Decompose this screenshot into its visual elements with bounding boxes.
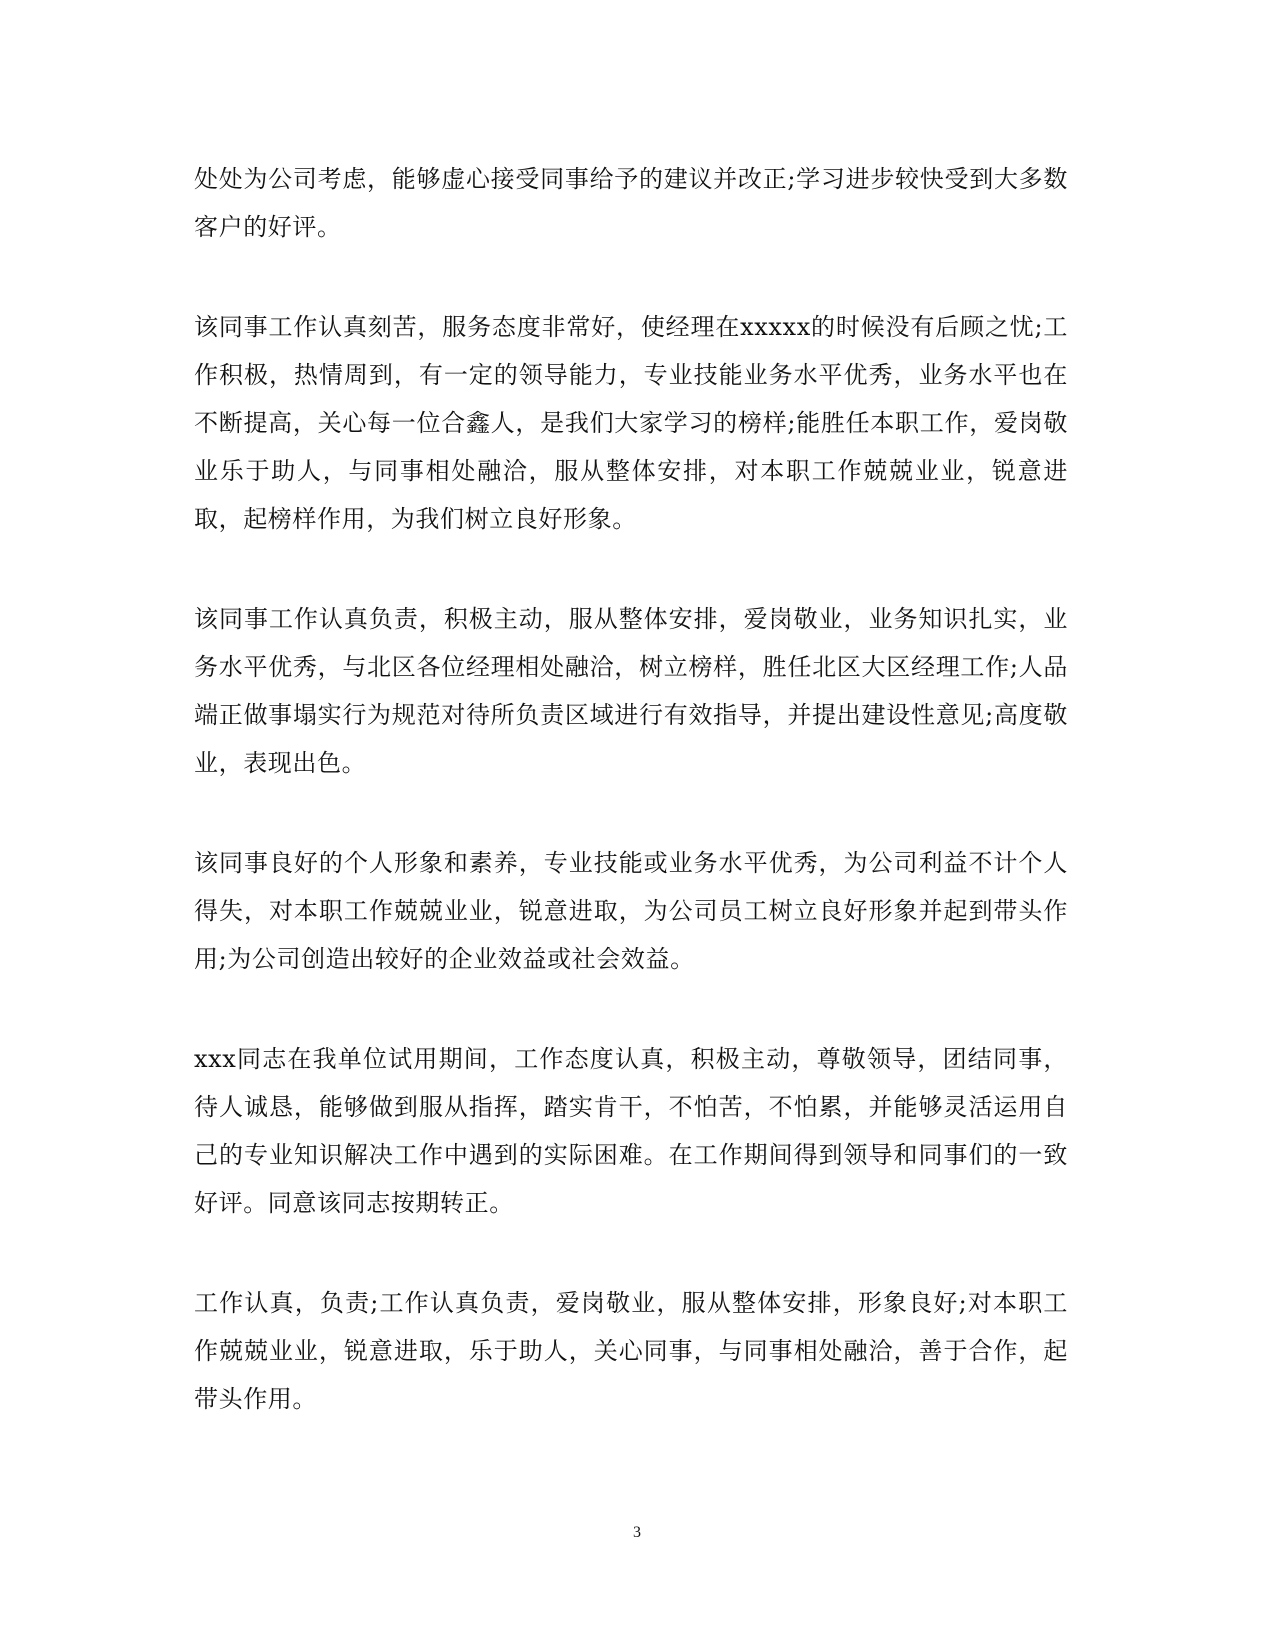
paragraph-4: 该同事良好的个人形象和素养，专业技能或业务水平优秀，为公司利益不计个人得失，对本职工作兢兢业业，锐意进取，为公司员工树立良好形象并起到带头作用;为公司创造出较好的企业效益或社会效益。 [194,849,1068,973]
paragraph-6: 工作认真，负责;工作认真负责，爱岗敬业，服从整体安排，形象良好;对本职工作兢兢业业，锐意进取，乐于助人，关心同事，与同事相处融洽，善于合作，起带头作用。 [194,1289,1068,1413]
document-body [194,155,1068,1475]
paragraph-5: xxx同志在我单位试用期间，工作态度认真，积极主动，尊敬领导，团结同事，待人诚恳，能够做到服从指挥，踏实肯干，不怕苦，不怕累，并能够灵活运用自己的专业知识解决工作中遇到的实际困难。在工作期间得到领导和同事们的一致好评。同意该同志按期转正。 [194,1045,1068,1217]
paragraph-2: 该同事工作认真刻苦，服务态度非常好，使经理在xxxxx的时候没有后顾之忧;工作积极，热情周到，有一定的领导能力，专业技能业务水平优秀，业务水平也在不断提高，关心每一位合鑫人，是我们大家学习的榜样;能胜任本职工作，爱岗敬业乐于助人，与同事相处融洽，服从整体安排，对本职工作兢兢业业，锐意进取，起榜样作用，为我们树立良好形象。 [194,313,1068,533]
paragraph-3: 该同事工作认真负责，积极主动，服从整体安排，爱岗敬业，业务知识扎实，业务水平优秀，与北区各位经理相处融洽，树立榜样，胜任北区大区经理工作;人品端正做事塌实行为规范对待所负责区域进行有效指导，并提出建设性意见;高度敬业，表现出色。 [194,605,1068,777]
page-number: 3 [633,1524,641,1541]
paragraph-1: 处处为公司考虑，能够虚心接受同事给予的建议并改正;学习进步较快受到大多数客户的好评。 [194,165,1068,241]
